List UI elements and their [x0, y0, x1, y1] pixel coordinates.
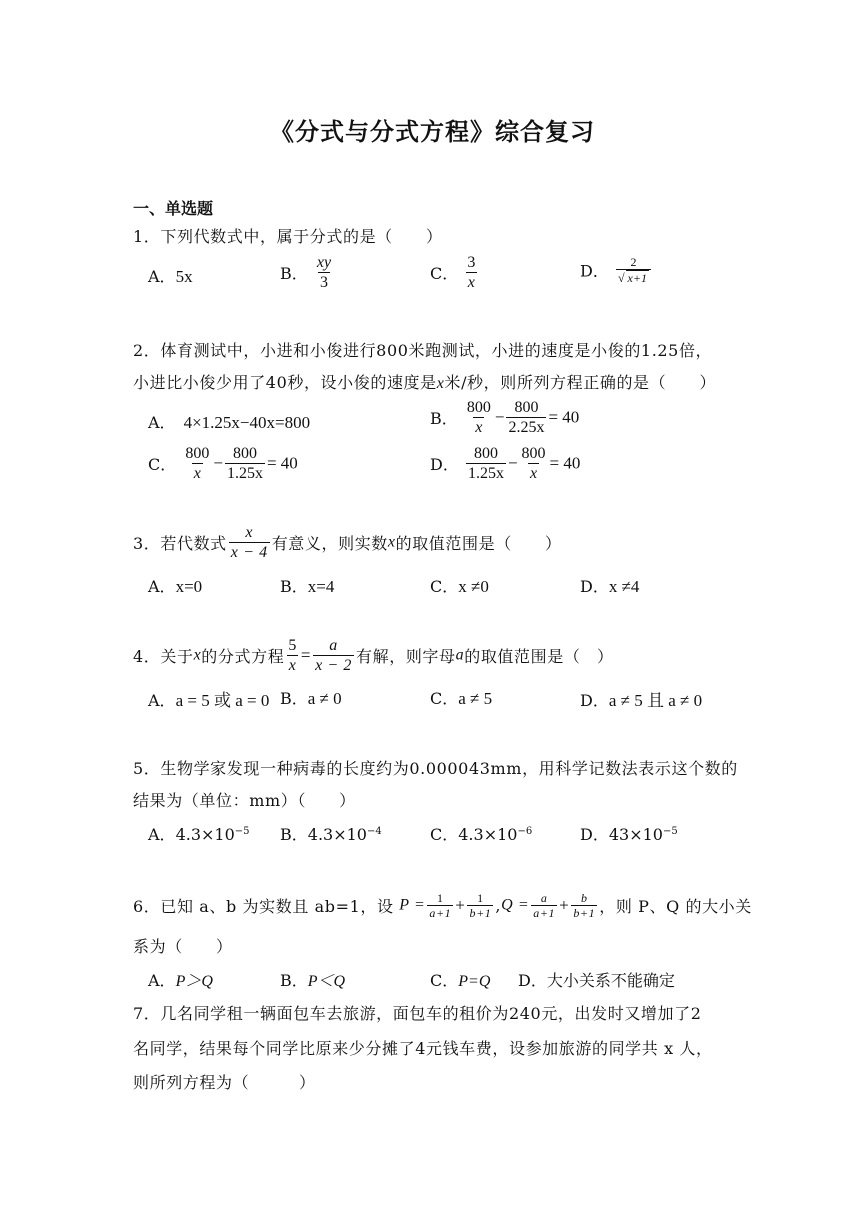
option-expr: 大小关系不能确定	[546, 971, 675, 990]
section-heading: 一、单选题	[133, 199, 214, 218]
q4-option-b[interactable]	[280, 686, 342, 709]
option-expr: a = 5 或 a = 0	[175, 691, 270, 710]
q5-option-c[interactable]: C．$4.3\times 10^{-6}$	[430, 825, 533, 844]
question-6-stem: 6．已知 a、b 为实数且 ab=1，设 P = $\frac{1}{a+1}$ + $\frac{1}{b+1}$ ,Q = $\frac{a}{a+1}$ + $\frac{b}{b+1}$ ，则 P、Q 的大小关	[133, 891, 752, 920]
option-label: B．	[280, 825, 308, 844]
sqrt-radicand: x+1	[627, 271, 647, 285]
question-1-stem: 1．下列代数式中，属于分式的是（ ）	[133, 227, 443, 246]
page-title: 《分式与分式方程》综合复习	[270, 117, 595, 146]
option-label: C．	[430, 689, 459, 708]
question-3-stem: 3．若代数式 $\frac{x}{x - 4}$ 有意义，则实数x的取值范围是（ ）	[133, 524, 562, 561]
option-label: D．	[580, 577, 609, 596]
option-label: B．	[280, 971, 308, 990]
q1-option-c[interactable]	[430, 253, 479, 292]
fraction: $\frac{2}{√ x+1}$	[616, 255, 651, 285]
question-7-line-1: 7．几名同学租一辆面包车去旅游，面包车的租价为240元，出发时又增加了2	[133, 1004, 702, 1023]
option-label: C．	[430, 264, 459, 283]
option-expr: 4×1.25x−40x=800	[183, 413, 311, 432]
question-5-line-1: 5．生物学家发现一种病毒的长度约为0.000043mm，用科学记数法表示这个数的	[133, 759, 738, 778]
option-label: C．	[148, 455, 177, 474]
q3-option-a[interactable]	[148, 574, 202, 597]
option-label: D．	[430, 455, 459, 474]
q5-option-d[interactable]: D．$43\times 10^{-5}$	[580, 825, 678, 844]
question-6-line-2: 系为（ ）	[133, 937, 233, 956]
option-expr: x=0	[175, 577, 203, 596]
option-label: D．	[580, 261, 609, 281]
option-expr: a ≠ 5	[458, 689, 493, 708]
q6-option-c[interactable]	[430, 968, 490, 991]
option-expr: x ≠0	[458, 577, 489, 596]
q1-option-a[interactable]	[148, 264, 193, 287]
question-4-stem: 4．关于x的分式方程 $\frac{5}{x}$ = $\frac{a}{x - 2}$ 有解，则字母a的取值范围是（ ）	[133, 637, 614, 674]
option-label: C．	[430, 577, 459, 596]
option-label: A．	[148, 691, 176, 710]
q5-option-b[interactable]: B．$4.3\times 10^{-4}$	[280, 825, 382, 844]
fraction: $\frac{x}{x - 4}$	[230, 524, 268, 561]
option-label: A．	[148, 413, 176, 432]
option-label: B．	[280, 264, 308, 283]
option-label: A．	[148, 971, 176, 990]
q2-option-a[interactable]	[148, 410, 310, 433]
q1-option-d[interactable]	[580, 255, 653, 285]
option-label: A．	[148, 825, 176, 844]
q2-option-c[interactable]: C． $\frac{800}{x}$ − $\frac{800}{1.25x}$ = 40	[148, 445, 298, 482]
option-expr: x=4	[307, 577, 335, 596]
question-2-line-2: 小进比小俊少用了40秒，设小俊的速度是x米/秒，则所列方程正确的是（ ）	[133, 373, 717, 392]
q3-option-d[interactable]	[580, 574, 639, 597]
option-label: A．	[148, 577, 176, 596]
option-label: B．	[430, 409, 458, 428]
question-2-line-1: 2．体育测试中，小进和小俊进行800米跑测试，小进的速度是小俊的1.25倍，	[133, 341, 713, 360]
q3-option-c[interactable]	[430, 574, 489, 597]
option-label: B．	[280, 689, 308, 708]
q6-option-a[interactable]	[148, 968, 213, 991]
question-7-line-2: 名同学，结果每个同学比原来少分摊了4元钱车费，设参加旅游的同学共 x 人，	[133, 1039, 713, 1058]
option-expr: P=Q	[458, 973, 491, 990]
option-label: B．	[280, 577, 308, 596]
fraction: $\frac{xy}{3}$	[316, 254, 332, 291]
q2-option-b[interactable]: B． $\frac{800}{x}$ − $\frac{800}{2.25x}$ = 40	[430, 399, 580, 436]
option-expr: 5x	[175, 267, 193, 286]
option-label: C．	[430, 971, 459, 990]
q4-option-d[interactable]	[580, 686, 702, 711]
option-label: D．	[518, 971, 547, 990]
option-expr: P＞Q	[175, 973, 213, 990]
option-label: C．	[430, 825, 459, 844]
question-7-line-3: 则所列方程为（ ）	[133, 1073, 316, 1092]
option-expr: a ≠ 5 且 a ≠ 0	[608, 691, 703, 710]
q6-option-b[interactable]	[280, 968, 345, 991]
q4-option-a[interactable]	[148, 686, 269, 711]
q3-option-b[interactable]	[280, 574, 334, 597]
q4-option-c[interactable]	[430, 686, 492, 709]
q5-option-a[interactable]: A．$4.3\times 10^{-5}$	[148, 825, 250, 844]
q6-option-d[interactable]	[518, 968, 675, 991]
option-label: D．	[580, 825, 609, 844]
option-expr: a ≠ 0	[307, 689, 342, 708]
q1-option-b[interactable]	[280, 253, 335, 292]
option-label: D．	[580, 691, 609, 710]
q2-option-d[interactable]: D． $\frac{800}{1.25x}$ − $\frac{800}{x}$ = 40	[430, 445, 581, 482]
option-expr: P＜Q	[307, 973, 346, 990]
option-label: A．	[148, 267, 176, 286]
fraction: $\frac{3}{x}$	[467, 254, 476, 291]
question-5-line-2: 结果为（单位：mm）（ ）	[133, 791, 356, 810]
option-expr: x ≠4	[608, 577, 640, 596]
